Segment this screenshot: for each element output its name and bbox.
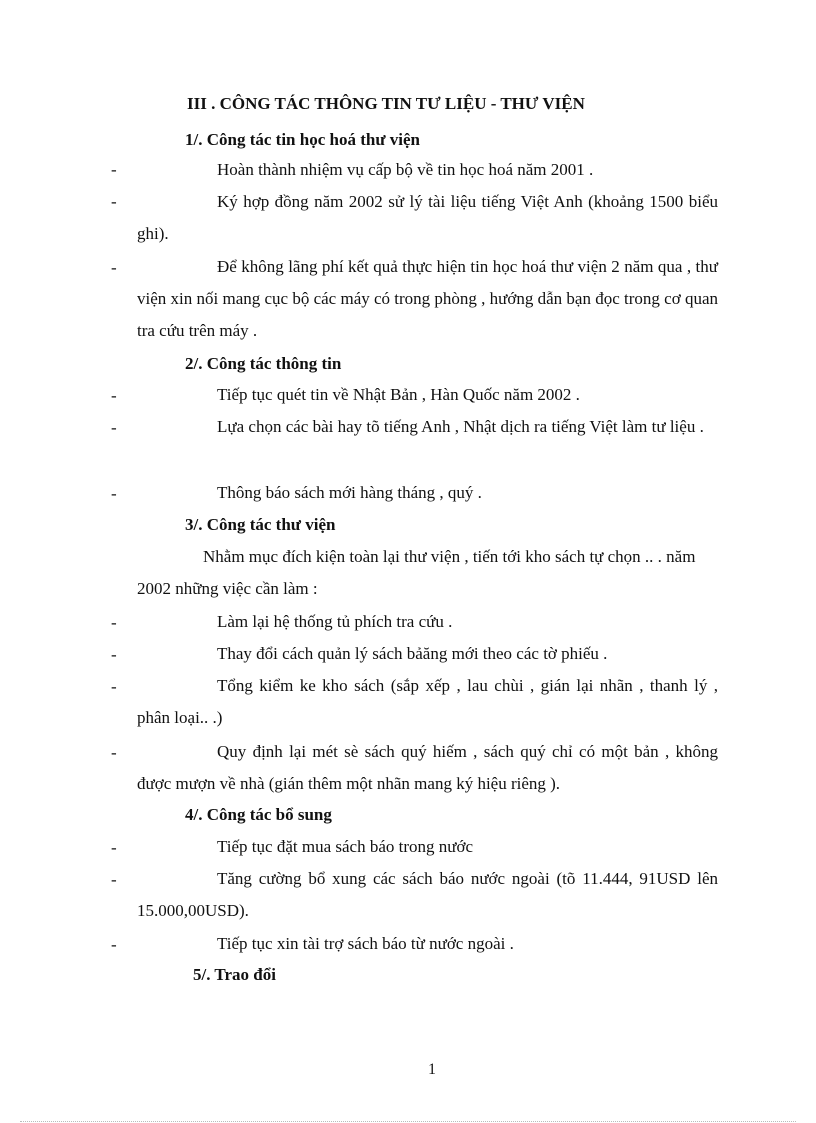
bullet: - [111, 743, 117, 762]
list-item: Hoàn thành nhiệm vụ cấp bộ về tin học hoá năm 2001 . [217, 160, 594, 179]
bullet: - [111, 418, 117, 437]
list-item: Làm lại hệ thống tủ phích tra cứu . [217, 612, 453, 631]
list-item: Tiếp tục xin tài trợ sách báo từ nước ngoài . [217, 934, 514, 953]
bullet: - [111, 386, 117, 405]
bullet: - [111, 484, 117, 503]
bullet: - [111, 935, 117, 954]
section-title: III . CÔNG TÁC THÔNG TIN TƯ LIỆU - THƯ VIỆN [187, 94, 585, 113]
list-item: Tổng kiểm ke kho sách (sắp xếp , lau chùi , gián lại nhãn , thanh lý , phân loại.. .) [137, 676, 718, 727]
bullet: - [111, 160, 117, 179]
bullet: - [111, 192, 117, 211]
list-item: Tiếp tục quét tin về Nhật Bản , Hàn Quốc năm 2002 . [217, 385, 580, 404]
list-item: Để không lãng phí kết quả thực hiện tin học hoá thư viện 2 năm qua , thư viện xin nối mang cục bộ các máy có trong phòng , hướng dẫn bạn đọc trong cơ quan tra cứu trên máy . [137, 257, 718, 340]
list-item: Quy định lại mét sè sách quý hiếm , sách quý chỉ có một bản , không được mượn về nhà (gián thêm một nhãn mang ký hiệu riêng ). [137, 742, 718, 793]
bullet: - [111, 870, 117, 889]
bullet: - [111, 613, 117, 632]
heading-informatization: 1/. Công tác tin học hoá thư viện [185, 130, 420, 149]
bullet: - [111, 838, 117, 857]
list-item: Ký hợp đồng năm 2002 sử lý tài liệu tiếng Việt Anh (khoảng 1500 biểu ghi). [137, 192, 718, 243]
list-item: Thay đổi cách quản lý sách bảăng mới theo các tờ phiếu . [217, 644, 608, 663]
list-item: Tiếp tục đặt mua sách báo trong nước [217, 837, 473, 856]
heading-library: 3/. Công tác thư viện [185, 515, 336, 534]
list-item: Tăng cường bổ xung các sách báo nước ngoài (tõ 11.444, 91USD lên 15.000,00USD). [137, 869, 718, 920]
list-item: Lựa chọn các bài hay tõ tiếng Anh , Nhật dịch ra tiếng Việt làm tư liệu . [217, 417, 704, 436]
bullet: - [111, 645, 117, 664]
bullet: - [111, 677, 117, 696]
page-number: 1 [428, 1061, 436, 1078]
heading-information: 2/. Công tác thông tin [185, 354, 342, 373]
list-item: Thông báo sách mới hàng tháng , quý . [217, 483, 482, 502]
intro-paragraph: Nhằm mục đích kiện toàn lại thư viện , tiến tới kho sách tự chọn .. . năm 2002 những việc cần làm : [137, 547, 696, 598]
page-bottom-divider [20, 1121, 796, 1122]
bullet: - [111, 258, 117, 277]
heading-acquisition: 4/. Công tác bổ sung [185, 805, 332, 824]
heading-exchange: 5/. Trao đổi [193, 965, 276, 984]
